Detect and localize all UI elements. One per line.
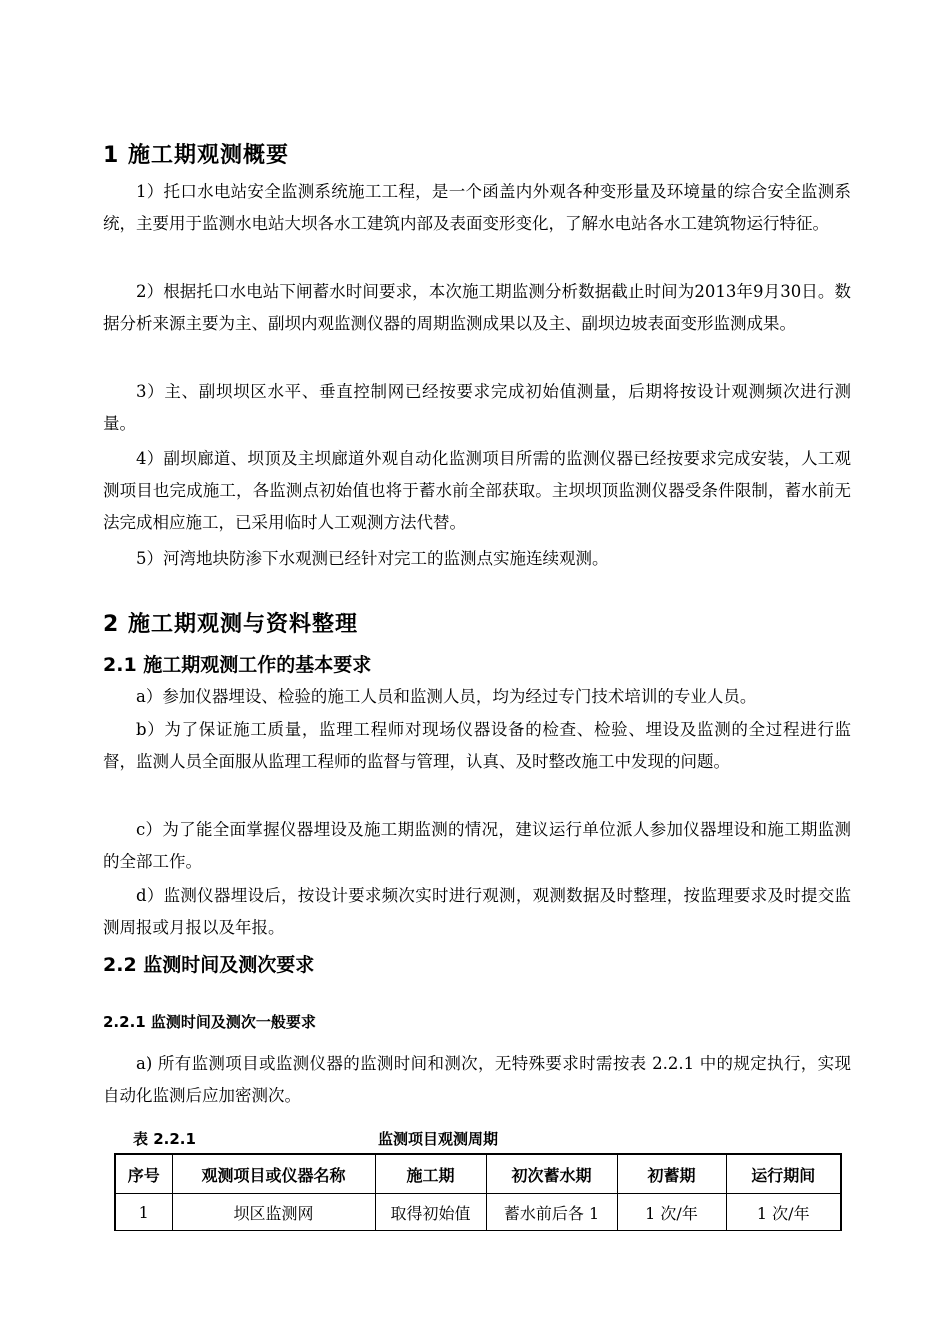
section-2-heading: 2 施工期观测与资料整理 [103, 612, 358, 637]
cell-first-impoundment: 蓄水前后各 1 [486, 1194, 617, 1231]
table-number: 表 2.2.1 [133, 1130, 196, 1148]
section-1-heading: 1 施工期观测概要 [103, 143, 289, 168]
table-title: 监测项目观测周期 [378, 1130, 499, 1148]
section-2-1-paragraph-d: d）监测仪器埋设后，按设计要求频次实时进行观测，观测数据及时整理，按监理要求及时提交监测周报或月报以及年报。 [103, 886, 851, 937]
section-2-1-paragraph-b: b）为了保证施工质量，监理工程师对现场仪器设备的检查、检验、埋设及监测的全过程进行监督，监测人员全面服从监理工程师的监督与管理，认真、及时整改施工中发现的问题。 [103, 720, 851, 771]
section-1-paragraph-5: 5）河湾地块防渗下水观测已经针对完工的监测点实施连续观测。 [136, 549, 609, 568]
cell-operation-period: 1 次/年 [726, 1194, 841, 1231]
cell-item-name: 坝区监测网 [172, 1194, 375, 1231]
section-2-1-heading: 2.1 施工期观测工作的基本要求 [103, 654, 372, 676]
section-1-paragraph-3: 3）主、副坝坝区水平、垂直控制网已经按要求完成初始值测量，后期将按设计观测频次进行测量。 [103, 382, 851, 433]
observation-period-table [114, 1153, 842, 1231]
header-item-name: 观测项目或仪器名称 [172, 1154, 375, 1194]
header-index: 序号 [115, 1154, 172, 1194]
header-initial-impoundment: 初蓄期 [617, 1154, 726, 1194]
table-header-row [115, 1154, 841, 1194]
header-construction-period: 施工期 [375, 1154, 486, 1194]
section-2-2-1-heading: 2.2.1 监测时间及测次一般要求 [103, 1013, 316, 1031]
cell-construction-period: 取得初始值 [375, 1194, 486, 1231]
cell-index: 1 [115, 1194, 172, 1231]
section-2-2-heading: 2.2 监测时间及测次要求 [103, 954, 315, 976]
cell-initial-impoundment: 1 次/年 [617, 1194, 726, 1231]
section-1-paragraph-4: 4）副坝廊道、坝顶及主坝廊道外观自动化监测项目所需的监测仪器已经按要求完成安装，人工观测项目也完成施工，各监测点初始值也将于蓄水前全部获取。主坝坝顶监测仪器受条件限制，蓄水前无法完成相应施工，已采用临时人工观测方法代替。 [103, 449, 851, 532]
section-2-1-paragraph-a: a）参加仪器埋设、检验的施工人员和监测人员，均为经过专门技术培训的专业人员。 [136, 687, 757, 706]
section-2-1-paragraph-c: c）为了能全面掌握仪器埋设及施工期监测的情况，建议运行单位派人参加仪器埋设和施工期监测的全部工作。 [103, 820, 851, 871]
header-operation-period: 运行期间 [726, 1154, 841, 1194]
table-row [115, 1194, 841, 1231]
section-2-2-1-paragraph-a: a) 所有监测项目或监测仪器的监测时间和测次，无特殊要求时需按表 2.2.1 中的规定执行，实现自动化监测后应加密测次。 [103, 1054, 851, 1105]
section-1-paragraph-2: 2）根据托口水电站下闸蓄水时间要求，本次施工期监测分析数据截止时间为2013年9月30日。数据分析来源主要为主、副坝内观监测仪器的周期监测成果以及主、副坝边坡表面变形监测成果。 [103, 282, 851, 333]
header-first-impoundment: 初次蓄水期 [486, 1154, 617, 1194]
section-1-paragraph-1: 1）托口水电站安全监测系统施工工程，是一个函盖内外观各种变形量及环境量的综合安全监测系统，主要用于监测水电站大坝各水工建筑内部及表面变形变化，了解水电站各水工建筑物运行特征。 [103, 182, 851, 233]
